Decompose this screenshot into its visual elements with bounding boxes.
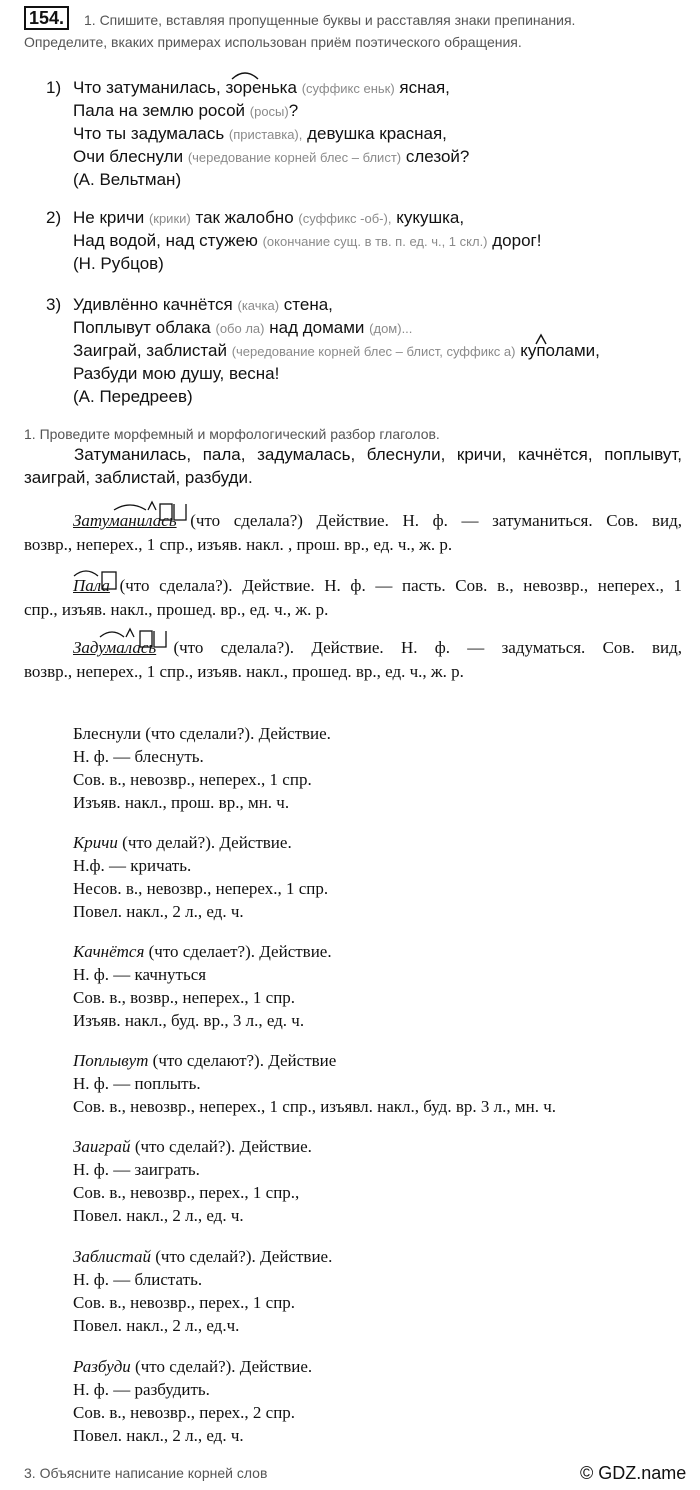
poem-line: Разбуди мою душу, весна!: [73, 364, 280, 383]
poem-author: (А. Передреев): [73, 387, 193, 406]
analysis-pala: Пала (что сделала?). Действие. Н. ф. — пасть. Сов. в., невозвр., неперех., 1 спр., изъяв. накл., прошед. вр., ед. ч., ж. р.: [24, 576, 683, 619]
note: (чередование корней блес – блист): [187, 150, 402, 165]
note: (суффикс -об-),: [298, 211, 392, 226]
analysis-zatumanilas: Затуманилась (что сделала?) Действие. Н. ф. — затуманиться. Сов. вид, возвр., неперех., 1 спр., изъяв. накл. , прош. вр., ед. ч., ж. р.: [24, 511, 682, 554]
exercise-header: [24, 8, 69, 29]
note: (приставка),: [228, 127, 303, 142]
task1-line2: Определите, вкаких примерах использован приём поэтического обращения.: [24, 34, 522, 50]
poem-line: Над водой, над стужею (окончание сущ. в тв. п. ед. ч., 1 скл.) дорог!: [73, 231, 542, 250]
task1-line1: 1. Спишите, вставляя пропущенные буквы и расставляя знаки препинания.: [84, 12, 576, 28]
analysis-block-poplyvut: Поплывут (что сделают?). Действие Н. ф. — поплыть. Сов. в., невозвр., неперех., 1 спр., изъявл. накл., буд. вр. 3 л., мн. ч.: [73, 1051, 556, 1116]
poem-line: Заиграй, заблистай (чередование корней блес – блист, суффикс а) куполами,: [73, 341, 600, 360]
exercise-number: 154.: [24, 6, 69, 30]
note: (дом)...: [369, 321, 413, 336]
analysis-block-krichi: Кричи (что делай?). Действие. Н.ф. — кричать. Несов. в., невозвр., неперех., 1 спр. Повел. накл., 2 л., ед. ч.: [73, 833, 329, 921]
analysis-word: Блеснули: [73, 724, 141, 743]
note: (чередование корней блес – блист, суффикс а): [231, 344, 516, 359]
note: (окончание сущ. в тв. п. ед. ч., 1 скл.): [262, 234, 488, 249]
analysis-word: Затуманилась: [73, 511, 177, 530]
analysis-word: Задумалась: [73, 638, 157, 657]
poem-line: Не кричи (крики) так жалобно (суффикс -об-), кукушка,: [73, 208, 465, 227]
analysis-word: Кричи: [73, 833, 118, 852]
task2-heading: 1. Проведите морфемный и морфологический разбор глаголов.: [24, 426, 440, 442]
analysis-block-blesnuli: Блеснули (что сделали?). Действие. Н. ф. — блеснуть. Сов. в., невозвр., неперех., 1 спр. Изъяв. накл., прош. вр., мн. ч.: [73, 724, 331, 812]
analysis-word: Качнётся: [73, 942, 145, 961]
poem-line: Очи блеснули (чередование корней блес – блист) слезой?: [73, 147, 470, 166]
analysis-block-kachnetsya: Качнётся (что сделает?). Действие. Н. ф. — качнуться Сов. в., возвр., неперех., 1 спр. Изъяв. накл., буд. вр., 3 л., ед. ч.: [73, 942, 332, 1030]
analysis-word: Пала: [73, 576, 110, 595]
note: (суффикс еньк): [301, 81, 395, 96]
analysis-block-razbudi: Разбуди (что сделай?). Действие. Н. ф. — разбудить. Сов. в., невозвр., перех., 2 спр. Повел. накл., 2 л., ед. ч.: [73, 1357, 313, 1445]
poem-number: 2): [46, 208, 62, 227]
poem-number: 3): [46, 295, 62, 314]
note: (качка): [237, 298, 280, 313]
poem-line: Пала на землю росой (росы)?: [73, 101, 299, 120]
analysis-word: Поплывут: [73, 1051, 149, 1070]
poem-author: (Н. Рубцов): [73, 254, 164, 273]
poem-author: (А. Вельтман): [73, 170, 182, 189]
analysis-zadumalas: Задумалась (что сделала?). Действие. Н. ф. — задуматься. Сов. вид, возвр., неперех., 1 спр., изъяв. накл., прошед. вр., ед. ч., ж. р.: [24, 638, 682, 681]
poem-number: 1): [46, 78, 62, 97]
analysis-block-zablistay: Заблистай (что сделай?). Действие. Н. ф. — блистать. Сов. в., невозвр., перех., 1 спр. Повел. накл., 2 л., ед.ч.: [73, 1247, 333, 1335]
verb-list-line1: Затуманилась, пала, задумалась, блеснули, кричи, качнётся, поплывут,: [74, 445, 682, 464]
note: (крики): [148, 211, 191, 226]
note: (обо ла): [215, 321, 265, 336]
analysis-word: Разбуди: [73, 1357, 131, 1376]
analysis-word: Заиграй: [73, 1137, 131, 1156]
watermark: © GDZ.name: [580, 1463, 687, 1483]
poem-line: Что затуманилась, зоренька (суффикс еньк) ясная,: [73, 78, 450, 97]
poem-line: Поплывут облака (обо ла) над домами (дом)...: [73, 318, 413, 337]
analysis-block-zaigray: Заиграй (что сделай?). Действие. Н. ф. — заиграть. Сов. в., невозвр., перех., 1 спр., Повел. накл., 2 л., ед. ч.: [73, 1137, 312, 1225]
task3-heading: 3. Объясните написание корней слов: [24, 1465, 268, 1481]
poem-line: Что ты задумалась (приставка), девушка красная,: [73, 124, 447, 143]
verb-list-line2: заиграй, заблистай, разбуди.: [24, 468, 253, 487]
analysis-word: Заблистай: [73, 1247, 151, 1266]
poem-line: Удивлённо качнётся (качка) стена,: [73, 295, 333, 314]
note: (росы): [249, 104, 289, 119]
